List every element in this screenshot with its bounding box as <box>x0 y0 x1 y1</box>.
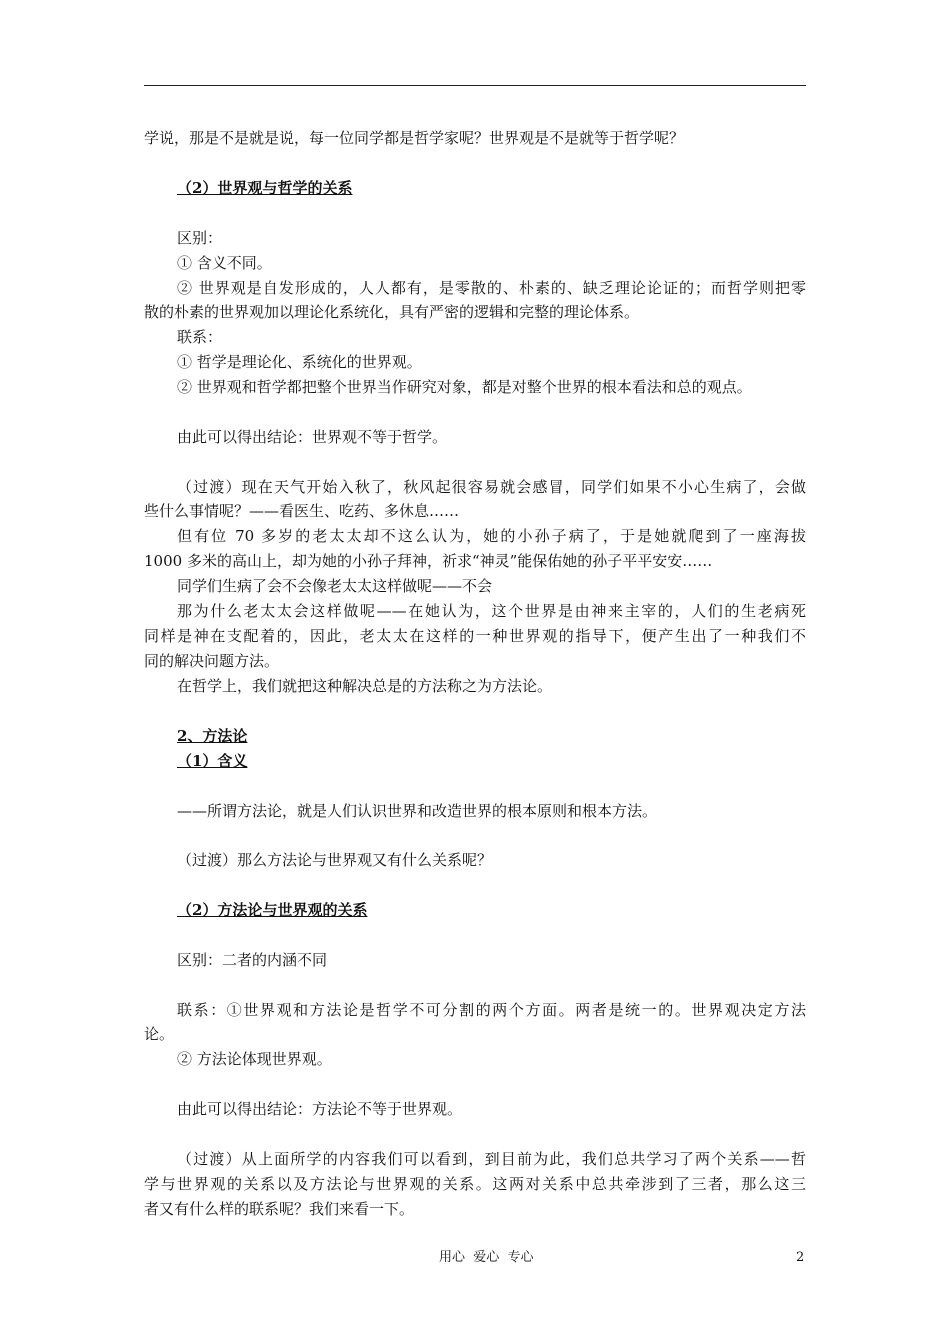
text-line: 者又有什么样的联系呢？我们来看一下。 <box>144 1200 415 1218</box>
text-line: 同样是神在支配着的，因此，老太太在这样的一种世界观的指导下，便产生出了一种我们不 <box>144 627 806 645</box>
text-line: 由此可以得出结论：世界观不等于哲学。 <box>177 428 448 446</box>
text-line: 联系： <box>177 328 223 346</box>
text-line: 同学们生病了会不会像老太太这样做呢——不会 <box>177 577 493 595</box>
header-rule <box>144 85 806 86</box>
text-line: 区别：二者的内涵不同 <box>177 951 328 969</box>
text-line: 论。 <box>144 1025 175 1043</box>
text-line: 学与世界观的关系以及方法论与世界观的关系。这两对关系中总共牵涉到了三者，那么这三 <box>144 1175 806 1193</box>
section-heading: （2）世界观与哲学的关系 <box>177 179 353 197</box>
text-line: ——所谓方法论，就是人们认识世界和改造世界的根本原则和根本方法。 <box>177 802 658 820</box>
subsection-heading: （2）方法论与世界观的关系 <box>177 901 368 919</box>
page-number: 2 <box>796 1250 805 1265</box>
text-line: ① 含义不同。 <box>177 254 272 272</box>
text-line: 那为什么老太太会这样做呢——在她认为，这个世界是由神来主宰的，人们的生老病死 <box>177 602 806 620</box>
text-line: ② 世界观和哲学都把整个世界当作研究对象，都是对整个世界的根本看法和总的观点。 <box>177 378 752 396</box>
footer-slogan: 用心 爱心 专心 <box>439 1250 534 1265</box>
text-line: ① 哲学是理论化、系统化的世界观。 <box>177 353 422 371</box>
text-line: ② 世界观是自发形成的，人人都有，是零散的、朴素的、缺乏理论论证的；而哲学则把零 <box>177 279 806 297</box>
text-line: ② 方法论体现世界观。 <box>177 1050 332 1068</box>
text-line: 散的朴素的世界观加以理论化系统化，具有严密的逻辑和完整的理论体系。 <box>144 303 640 321</box>
text-line: 联系：①世界观和方法论是哲学不可分割的两个方面。两者是统一的。世界观决定方法 <box>177 1001 806 1019</box>
text-line: 在哲学上，我们就把这种解决总是的方法称之为方法论。 <box>177 677 553 695</box>
text-line: （过渡）那么方法论与世界观又有什么关系呢？ <box>177 851 493 869</box>
section-heading: 2、方法论 <box>177 727 248 745</box>
text-line: （过渡）现在天气开始入秋了，秋风起很容易就会感冒，同学们如果不小心生病了，会做 <box>177 478 806 496</box>
text-line: 区别： <box>177 229 223 247</box>
subsection-heading: （1）含义 <box>177 752 248 770</box>
text-line: 同的解决问题方法。 <box>144 652 280 670</box>
text-line: 些什么事情呢？——看医生、吃药、多休息…… <box>144 502 460 520</box>
text-line: 学说，那是不是就是说，每一位同学都是哲学家呢？世界观是不是就等于哲学呢？ <box>144 129 685 147</box>
text-line: 但有位 70 多岁的老太太却不这么认为，她的小孙子病了，于是她就爬到了一座海拔 <box>177 527 806 545</box>
text-line: 由此可以得出结论：方法论不等于世界观。 <box>177 1100 463 1118</box>
text-line: 1000 多米的高山上，却为她的小孙子拜神，祈求“神灵”能保佑她的孙子平平安安…… <box>144 552 713 570</box>
text-line: （过渡）从上面所学的内容我们可以看到，到目前为此，我们总共学习了两个关系——哲 <box>177 1150 806 1168</box>
